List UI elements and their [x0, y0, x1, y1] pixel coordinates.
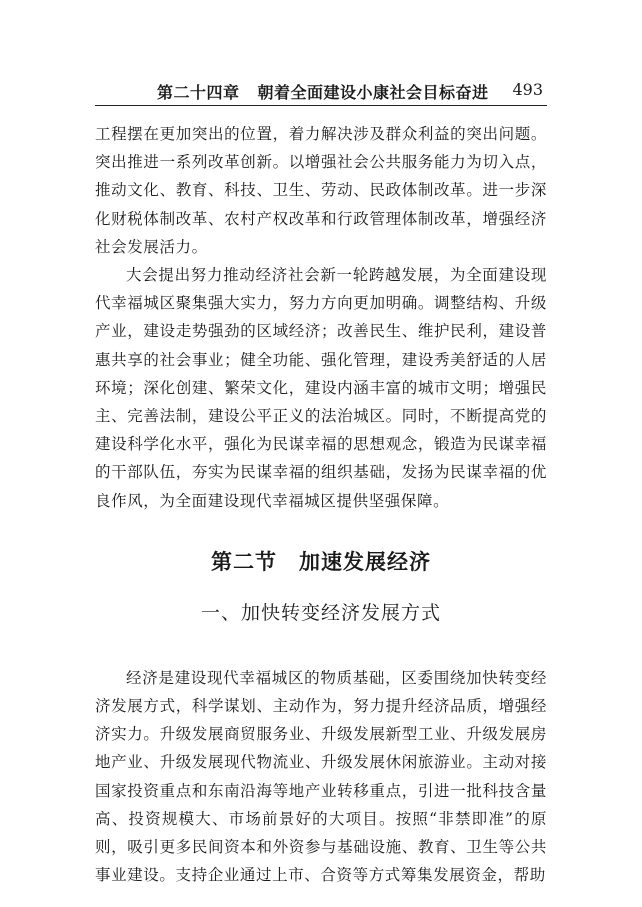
- paragraph-congress-goals: 大会提出努力推动经济社会新一轮跨越发展，为全面建设现代幸福城区聚集强大实力，努力方向更加明确。调整结构、升级产业，建设走势强劲的区域经济；改善民生、维护民利，建设普惠共享的社会事业；健全功能、强化管理，建设秀美舒适的人居环境；深化创建、繁荣文化，建设内涵丰富的城市文明；增强民主、完善法制，建设公平正义的法治城区。同时，不断提高党的建设科学化水平，强化为民谋幸福的思想观念，锻造为民谋幸福的干部队伍，夯实为民谋幸福的组织基础，发扬为民谋幸福的优良作风，为全面建设现代幸福城区提供坚强保障。: [95, 266, 547, 510]
- paragraph-continued: 工程摆在更加突出的位置，着力解决涉及群众利益的突出问题。突出推进一系列改革创新。以增强社会公共服务能力为切入点，推动文化、教育、科技、卫生、劳动、民政体制改革。进一步深化财税体制改革、农村产权改革和行政管理体制改革，增强经济社会发展活力。: [95, 125, 547, 256]
- subsection-heading: 一、加快转变经济发展方式: [200, 601, 441, 624]
- running-header: [95, 78, 547, 106]
- section-number: 第二节: [211, 549, 277, 574]
- header-divider: [95, 105, 547, 106]
- page-number: 493: [512, 80, 543, 99]
- chapter-title: 朝着全面建设小康社会目标奋进: [257, 83, 489, 102]
- section-title: 加速发展经济: [299, 549, 431, 574]
- paragraph-economy: 经济是建设现代幸福城区的物质基础，区委围绕加快转变经济发展方式，科学谋划、主动作为，努力提升经济品质，增强经济实力。升级发展商贸服务业、升级发展新型工业、升级发展房地产业、升级发展现代物流业、升级发展休闲旅游业。主动对接国家投资重点和东南沿海等地产业转移重点，引进一批科技含量高、投资规模大、市场前景好的大项目。按照“非禁即准”的原则，吸引更多民间资本和外资参与基础设施、教育、卫生等公共事业建设。支持企业通过上市、合资等方式筹集发展资金，帮助: [95, 668, 547, 885]
- section-heading: [95, 544, 547, 580]
- running-header-title: [157, 80, 489, 103]
- heading-spacer: [95, 630, 547, 664]
- chapter-label: 第二十四章: [157, 83, 240, 102]
- page-body: [95, 120, 547, 889]
